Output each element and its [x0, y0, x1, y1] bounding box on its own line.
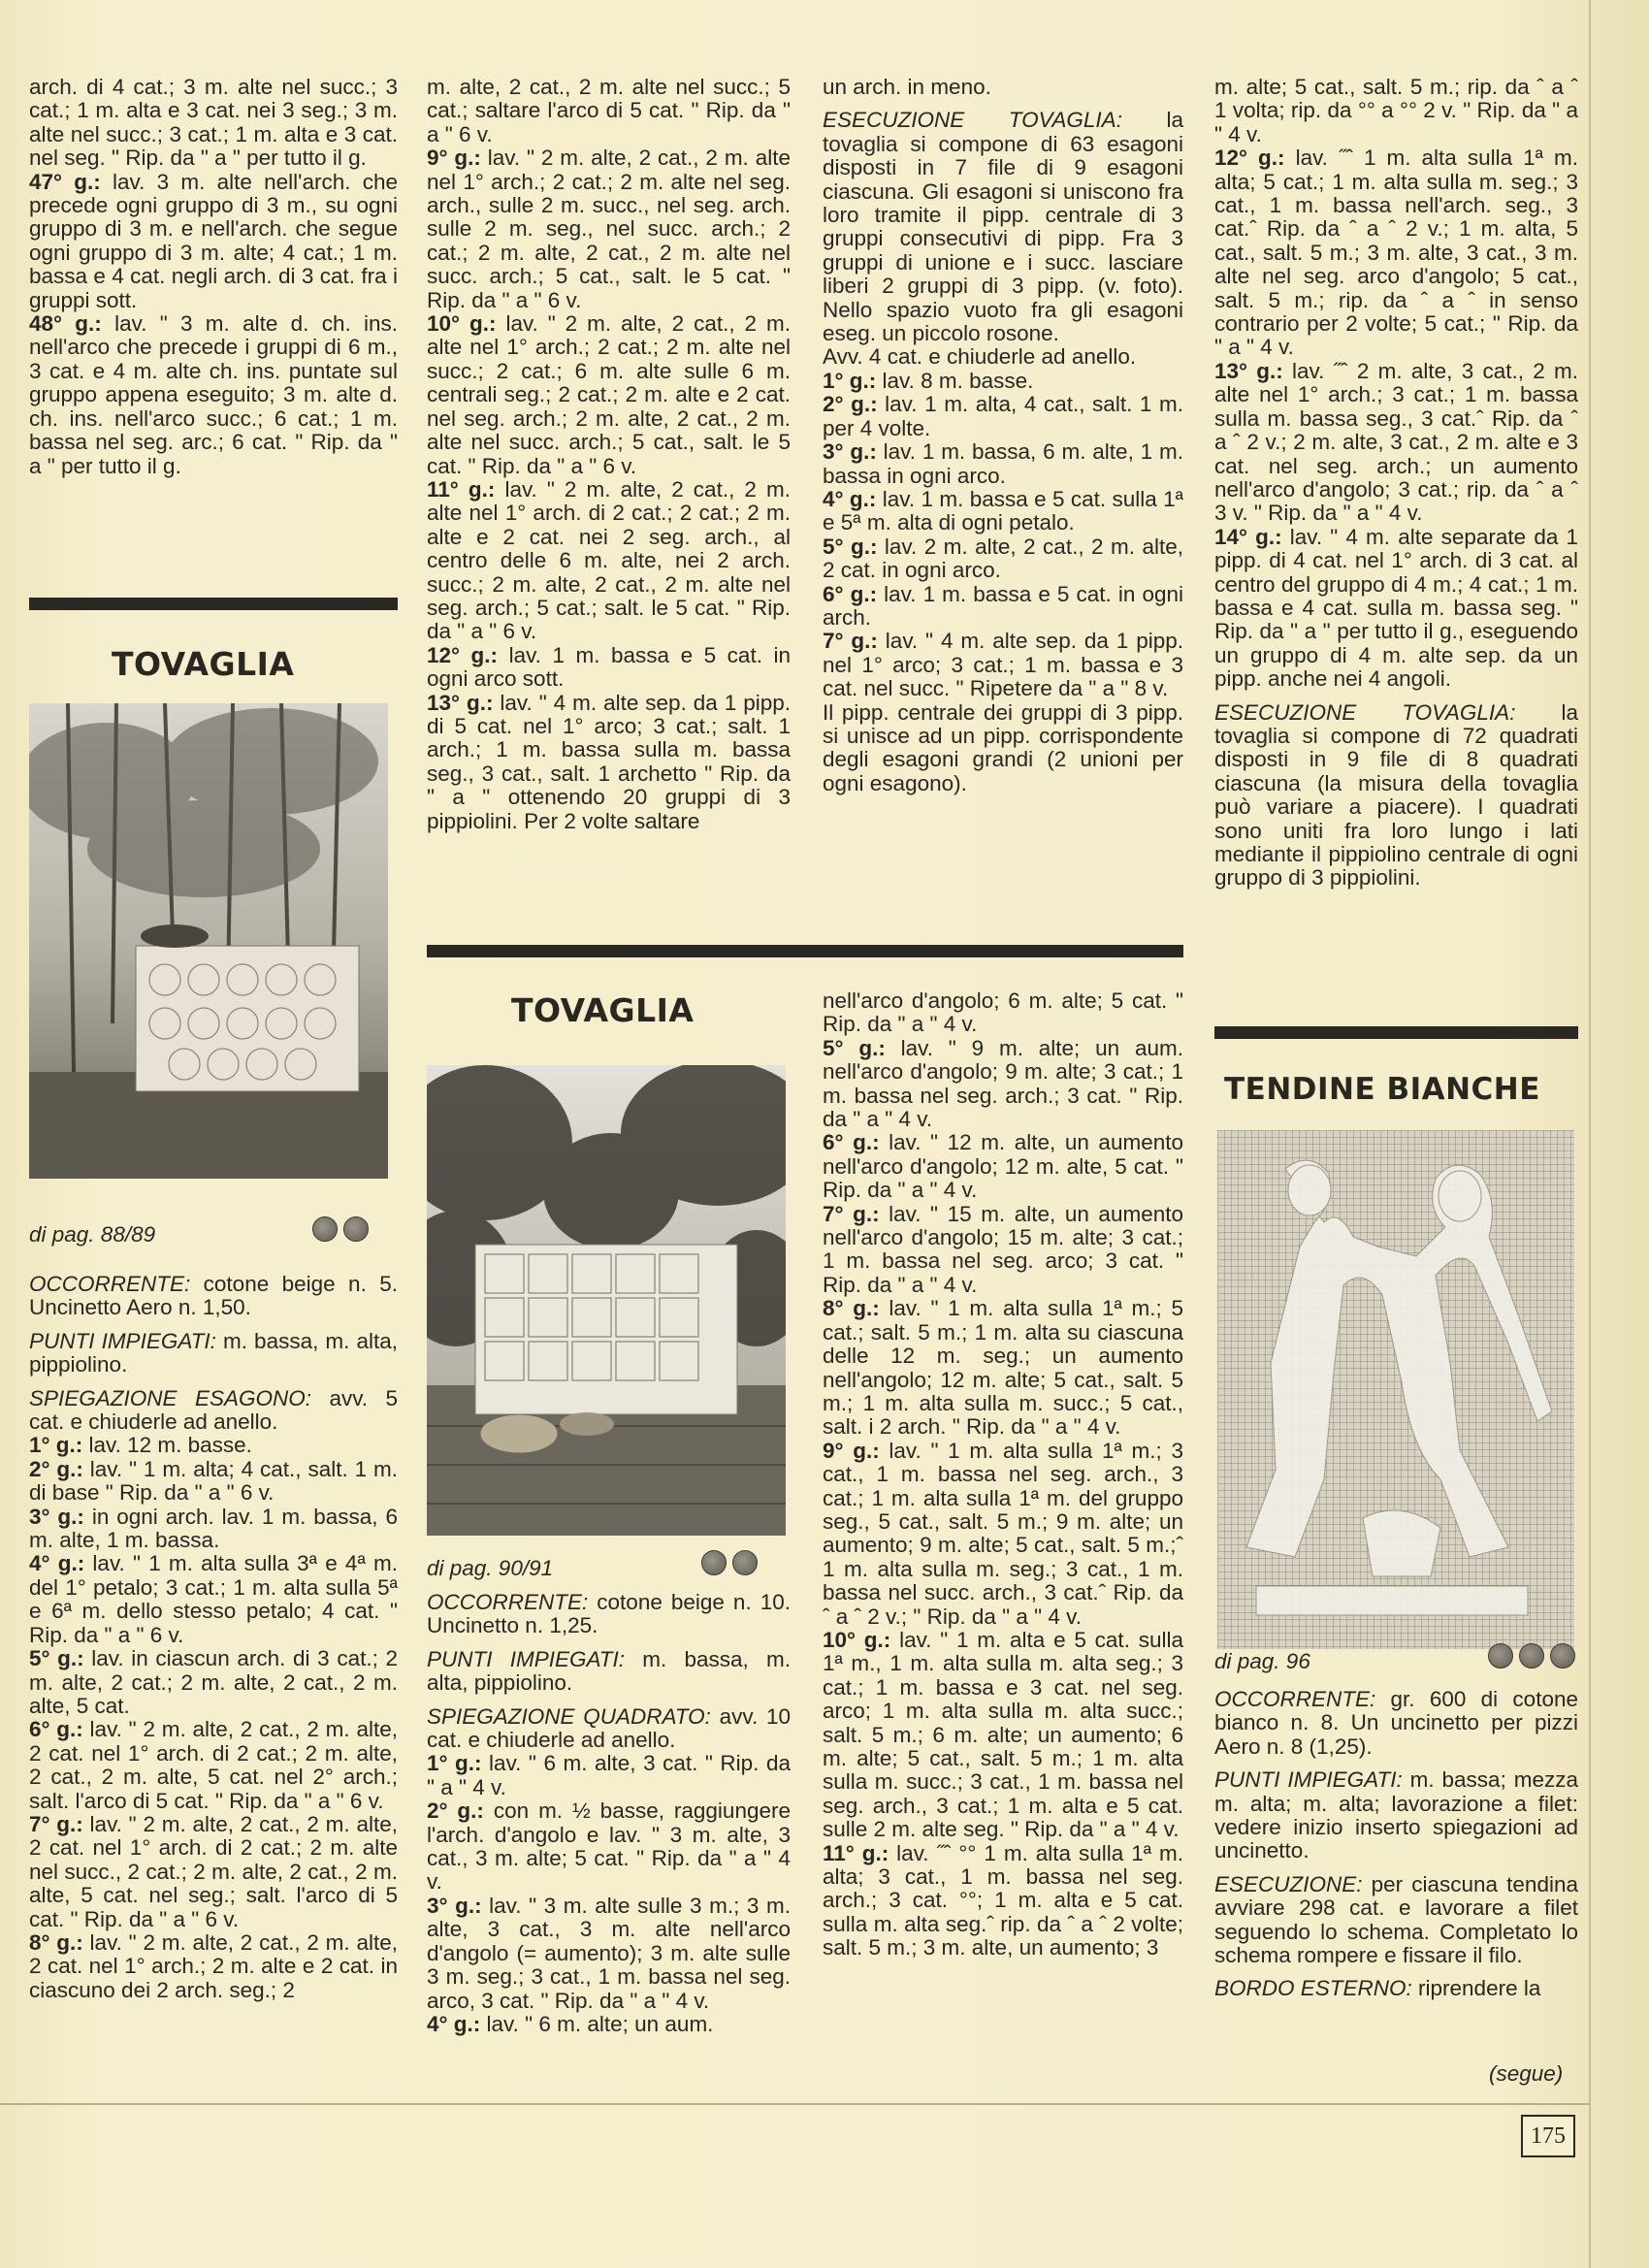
paragraph	[823, 370, 1183, 393]
section-heading: PUNTI IMPIEGATI:	[1214, 1767, 1403, 1793]
column-1-bottom-text	[29, 1263, 398, 2002]
round-label: 7° g.:	[29, 1811, 83, 1836]
paragraph	[29, 1330, 398, 1377]
round-label: 2° g.:	[823, 392, 878, 417]
body-text: lav. 1 m. bassa e 5 cat. in ogni arco sott.	[427, 642, 791, 692]
body-text: Il pipp. centrale dei gruppi di 3 pipp. si unisce ad un pipp. corrispondente degli esagoni grandi (2 unioni per ogni esagono).	[823, 699, 1183, 795]
body-text: lav. ˝ˆ 2 m. alte, 3 cat., 2 m. alte nel 1° arch.; 3 cat.; 1 m. bassa sulla m. bassa seg., 3 cat.ˆ Rip. da ˆ a ˆ 2 v.; 2 m. alte, 3 cat., 2 m. alte e 3 cat. nel seg. arch.; un aumento nell'arco d'angolo; 3 cat.; rip. da ˆ a ˆ 3 v. " Rip. da " a " 4 v.	[1214, 358, 1579, 526]
paragraph	[1214, 1688, 1578, 1759]
page-reference-1: di pag. 88/89	[29, 1222, 156, 1247]
round-label: 3° g.:	[823, 439, 877, 465]
body-text: gr. 600 di cotone bianco n. 8. Un uncinetto per pizzi Aero n. 8 (1,25).	[1214, 1687, 1578, 1759]
round-label: 12° g.:	[1214, 146, 1285, 171]
round-label: 11° g.:	[427, 476, 496, 502]
body-text: m. bassa, m. alta, pippiolino.	[29, 1328, 398, 1377]
round-label: 6° g.:	[823, 581, 878, 606]
body-text: lav. " 4 m. alte sep. da 1 pipp. di 5 cat. nel 1° arco; 3 cat.; salt. 1 arch.; 1 m. bassa sulla m. bassa seg., 3 cat., salt. 1 archetto " Rip. da " a " ottenendo 20 gruppi di 3 pippiolini. Per 2 volte saltare	[427, 690, 792, 833]
curtain-photo	[1217, 1130, 1574, 1649]
round-label: 12° g.:	[427, 642, 499, 667]
paragraph	[1214, 701, 1578, 891]
body-text: lav. 3 m. alte nell'arch. che precede ogni gruppo di 3 m., su ogni gruppo di 3 m. e nell'arch. che segue ogni gruppo di 3 m. alte; 4 cat.; 1 m. bassa e 4 cat. negli arch. di 3 cat. fra i gruppi sott.	[29, 169, 398, 312]
paragraph	[29, 1387, 398, 1435]
paragraph	[29, 76, 398, 171]
round-label: 13° g.:	[427, 690, 494, 715]
paragraph	[1214, 526, 1578, 692]
ball-icon	[701, 1550, 727, 1575]
paragraph	[823, 1629, 1183, 1842]
paragraph	[1214, 146, 1578, 360]
section-heading: BORDO ESTERNO:	[1214, 1976, 1412, 2001]
paragraph	[29, 1813, 398, 1931]
column-4-top-text	[1214, 76, 1578, 891]
body-text: lav. 1 m. alta, 4 cat., salt. 1 m. per 4 volte.	[823, 392, 1183, 440]
tablecloth-photo-1	[29, 703, 388, 1179]
paragraph	[823, 393, 1183, 440]
section-heading: PUNTI IMPIEGATI:	[427, 1646, 626, 1671]
paragraph	[29, 1647, 398, 1718]
body-text: lav. " 9 m. alte; un aum. nell'arco d'angolo; 9 m. alte; 3 cat.; 1 m. bassa nel seg. arch.; 3 cat. " Rip. da " a " 4 v.	[823, 1035, 1183, 1132]
paragraph	[1214, 1977, 1578, 2000]
round-label: 6° g.:	[29, 1717, 83, 1742]
round-label: 11° g.:	[823, 1840, 889, 1865]
ball-icon	[732, 1550, 758, 1575]
paragraph	[29, 312, 398, 478]
section-heading: ESECUZIONE TOVAGLIA:	[1214, 699, 1516, 725]
round-label: 10° g.:	[427, 311, 497, 337]
section-heading: SPIEGAZIONE QUADRATO:	[427, 1703, 711, 1729]
body-text: lav. " 3 m. alte d. ch. ins. nell'arco che precede i gruppi di 6 m., 3 cat. e 4 m. alte ch. ins. puntate sul gruppo appena eseguito; 3 m. alte d. ch. ins. nell'arco succ.; 6 cat.; 1 m. bassa nel seg. arc.; 6 cat. " Rip. da " a " per tutto il g.	[29, 311, 399, 478]
body-text: lav. in ciascun arch. di 3 cat.; 2 m. alte, 2 cat.; 2 m. alte, 2 cat., 2 m. alte, 5 cat.	[29, 1646, 398, 1718]
continued-note: (segue)	[1489, 2061, 1564, 2086]
page-right-rule	[1589, 0, 1591, 2268]
difficulty-symbols-1	[312, 1216, 369, 1242]
body-text: avv. 5 cat. e chiuderle ad anello.	[29, 1385, 398, 1435]
paragraph	[427, 1705, 791, 1753]
paragraph	[427, 692, 791, 833]
body-text: lav. " 2 m. alte, 2 cat., 2 m. alte, 2 cat. nel 1° arch. di 2 cat.; 2 m. alte nel succ., 2 cat.; 2 m. alte, 2 cat., 2 m. alte, 5 cat. nel seg.; salt. l'arco di 5 cat. " Rip. da " a " 6 v.	[29, 1811, 398, 1931]
section-divider	[29, 598, 398, 610]
round-label: 5° g.:	[823, 534, 878, 559]
paragraph	[29, 1273, 398, 1320]
round-label: 7° g.:	[823, 629, 878, 654]
section-heading: OCCORRENTE:	[29, 1272, 191, 1296]
body-text: lav. " 15 m. alte, un aumento nell'arco d'angolo; 15 m. alte; 3 cat.; 1 m. bassa nel seg. arco; 3 cat. " Rip. da " a " 4 v.	[823, 1201, 1183, 1297]
round-label: 4° g.:	[427, 2011, 481, 2036]
round-label: 2° g.:	[427, 1798, 484, 1824]
paragraph	[427, 478, 791, 644]
paragraph	[823, 1842, 1183, 1960]
paragraph	[823, 1037, 1183, 1132]
body-text: lav. 1 m. bassa e 5 cat. in ogni arch.	[823, 581, 1183, 630]
section-heading: PUNTI IMPIEGATI:	[29, 1328, 216, 1353]
ball-icon	[1519, 1643, 1544, 1669]
body-text: lav. " 6 m. alte, 3 cat. " Rip. da " a " 4 v.	[427, 1751, 791, 1799]
paragraph	[823, 535, 1183, 583]
tablecloth-photo-2-image	[427, 1065, 786, 1536]
paragraph	[823, 1131, 1183, 1202]
section-heading: OCCORRENTE:	[1214, 1687, 1376, 1711]
paragraph	[823, 76, 1183, 99]
body-text: lav. " 1 m. alta sulla 1ª m.; 3 cat., 1 m. bassa nel seg. arch., 3 cat.; 1 m. alta sulla 1ª m. del gruppo seg., 5 cat., salt. 5 m.; 9 m. alte; un aumento; 9 m. alte; 5 cat., salt. 5 m.;ˆ 1 m. alta sulla m. seg.; 3 cat., 1 m. bassa nel succ. arch., 3 cat.ˆ Rip. da ˆ a ˆ 2 v.; " Rip. da " a " 4 v.	[823, 1438, 1183, 1629]
ball-icon	[1488, 1643, 1513, 1669]
paragraph	[427, 1752, 791, 1799]
paragraph	[29, 1931, 398, 2002]
round-label: 1° g.:	[29, 1433, 83, 1458]
paragraph	[427, 1895, 791, 2013]
paragraph	[823, 109, 1183, 345]
paragraph	[823, 583, 1183, 631]
paragraph	[823, 440, 1183, 488]
paragraph	[427, 146, 791, 312]
body-text: lav. 2 m. alte, 2 cat., 2 m. alte, 2 cat. in ogni arco.	[823, 534, 1183, 583]
section-heading: OCCORRENTE:	[427, 1590, 589, 1614]
body-text: lav. " 2 m. alte, 2 cat., 2 m. alte nel 1° arch.; 2 cat.; 2 m. alte nel succ.; 2 cat.; 6 m. alte sulle 6 m. centrali seg.; 2 cat.; 2 m. alte e 2 cat. nel seg. arch.; 2 m. alte, 2 cat., 2 m. alte nel succ. arch.; 5 cat., salt. le 5 cat. " Rip. da " a " 6 v.	[427, 311, 792, 478]
body-text: lav. 12 m. basse.	[82, 1433, 252, 1458]
round-label: 10° g.:	[823, 1627, 891, 1652]
body-text: in ogni arch. lav. 1 m. bassa, 6 m. alte, 1 m. bassa.	[29, 1504, 398, 1553]
section-title-tendine-bianche: TENDINE BIANCHE	[1224, 1072, 1540, 1107]
paragraph	[823, 345, 1183, 369]
section-heading: SPIEGAZIONE ESAGONO:	[29, 1385, 311, 1410]
body-text: lav. ˝ˆ 1 m. alta sulla 1ª m. alta; 5 cat.; 1 m. alta sulla m. seg.; 3 cat., 1 m. bassa nell'arch. seg., 3 cat.ˆ Rip. da ˆ a ˆ 2 v.; 1 m. alta, 5 cat., salt. 5 m.; 3 m. alte, 3 cat., 3 m. alte nel seg. arco d'angolo; 5 cat., salt. 5 m.; rip. da ˆ a ˆ in senso contrario per 2 volte; 5 cat.; " Rip. da " a " 4 v.	[1214, 146, 1579, 360]
body-text: nell'arco d'angolo; 6 m. alte; 5 cat. " Rip. da " a " 4 v.	[823, 988, 1183, 1037]
body-text: lav. " 6 m. alte; un aum.	[480, 2011, 714, 2036]
column-1-top-text	[29, 76, 398, 478]
paragraph	[427, 1799, 791, 1895]
section-heading: ESECUZIONE:	[1214, 1871, 1363, 1896]
paragraph	[427, 644, 791, 692]
body-text: lav. " 1 m. alta sulla 1ª m.; 5 cat.; salt. 5 m.; 1 m. alta su ciascuna delle 12 m. seg.; un aumento nell'angolo; 12 m. alte; 5 cat., salt. 5 m.; 1 m. alta sulla m. succ.; 5 cat., salt. i 2 arch. " Rip. da " a " 4 v.	[823, 1296, 1183, 1440]
ball-icon	[1550, 1643, 1575, 1669]
body-text: riprendere la	[1411, 1976, 1541, 2001]
round-label: 7° g.:	[823, 1201, 880, 1226]
body-text: lav. " 2 m. alte, 2 cat., 2 m. alte, 2 cat. nel 1° arch. di 2 cat.; 2 m. alte, 2 cat., 2 m. alte, 5 cat. nel 2° arch.; salt. l'arco di 5 cat. " Rip. da " a " 6 v.	[29, 1717, 398, 1813]
paragraph	[427, 76, 791, 146]
round-label: 8° g.:	[823, 1296, 880, 1321]
paragraph	[1214, 1873, 1578, 1968]
round-label: 5° g.:	[823, 1035, 886, 1060]
paragraph	[29, 1718, 398, 1813]
paragraph	[823, 1440, 1183, 1629]
round-label: 48° g.:	[29, 311, 102, 337]
body-text: lav. 1 m. bassa e 5 cat. sulla 1ª e 5ª m. alta di ogni petalo.	[823, 486, 1183, 535]
round-label: 4° g.:	[29, 1551, 85, 1576]
round-label: 14° g.:	[1214, 524, 1282, 549]
body-text: cotone beige n. 10. Uncinetto n. 1,25.	[427, 1590, 791, 1638]
column-4-bottom-text	[1214, 1688, 1578, 2001]
round-label: 47° g.:	[29, 169, 101, 194]
round-label: 3° g.:	[427, 1893, 482, 1918]
body-text: lav. ˝ˆ °° 1 m. alta sulla 1ª m. alta; 3 cat., 1 m. bassa nel seg. arch.; 3 cat. °°; 1 m. alta e 5 cat. sulla m. alta seg.ˆ rip. da ˆ a ˆ 2 volte; salt. 5 m.; 3 m. alte, un aumento; 3	[823, 1840, 1183, 1960]
body-text: la tovaglia si compone di 63 esagoni disposti in 7 file di 9 esagoni ciascuna. Gli esagoni si uniscono fra loro tramite il pipp. centrale di 3 gruppi consecutivi di pipp. Fra 3 gruppi di unione e i succ. lasciare liberi 2 gruppi di 3 pipp. (v. foto). Nello spazio vuoto fra gli esagoni eseg. un piccolo rosone.	[823, 108, 1183, 346]
body-text: lav. " 4 m. alte sep. da 1 pipp. nel 1° arco; 3 cat.; 1 m. bassa e 3 cat. nel succ. " Ripetere da " a " 8 v.	[823, 629, 1183, 701]
page-reference-2: di pag. 90/91	[427, 1556, 554, 1580]
body-text: m. bassa; mezza m. alta; m. alta; lavorazione a filet: vedere inizio inserto spiegazioni ad uncinetto.	[1214, 1767, 1578, 1863]
paragraph	[427, 312, 791, 478]
paragraph	[427, 2013, 791, 2036]
paragraph	[1214, 76, 1578, 146]
body-text: m. alte; 5 cat., salt. 5 m.; rip. da ˆ a ˆ 1 volta; rip. da °° a °° 2 v. " Rip. da " a " 4 v.	[1214, 75, 1578, 146]
section-divider	[1214, 1026, 1578, 1039]
body-text: lav. " 1 m. alta; 4 cat., salt. 1 m. di base " Rip. da " a " 6 v.	[29, 1456, 398, 1506]
body-text: m. bassa, m. alta, pippiolino.	[427, 1646, 791, 1696]
paragraph	[29, 1552, 398, 1647]
round-label: 9° g.:	[823, 1438, 880, 1463]
body-text: avv. 10 cat. e chiuderle ad anello.	[427, 1703, 791, 1753]
column-3-top-text	[823, 76, 1183, 795]
round-label: 1° g.:	[427, 1751, 482, 1776]
round-label: 13° g.:	[1214, 358, 1283, 383]
body-text: lav. " 2 m. alte, 2 cat., 2 m. alte nel 1° arch. di 2 cat.; 2 cat.; 2 m. alte e 2 cat. nei 2 seg. arch., al centro delle 6 m. alte, nei 2 arch. succ.; 2 m. alte, 2 cat., 2 m. alte nel seg. arch.; 5 cat.; salt. le 5 cat. " Rip. da " a " 6 v.	[427, 476, 791, 644]
column-2-bottom-text	[427, 1591, 791, 2036]
paragraph	[823, 1203, 1183, 1298]
body-text: lav. " 1 m. alta e 5 cat. sulla 1ª m., 1 m. alta sulla m. alta seg.; 3 cat.; 1 m. bassa e 3 cat. nel seg. arco; 1 m. alta sulla m. alta succ.; salt. 5 m.; 6 m. alte; un aumento; 6 m. alte; 5 cat., salt. 5 m.; 1 m. alta sulla m. succ.; 3 cat., 1 m. bassa nel seg. arch., 3 cat.; 1 m. alta e 5 cat. sulle 2 m. alte seg. " Rip. da " a " 4 v.	[823, 1627, 1183, 1842]
difficulty-symbols-3	[1488, 1643, 1575, 1669]
round-label: 9° g.:	[427, 146, 481, 171]
paragraph	[823, 701, 1183, 796]
paragraph	[823, 989, 1183, 1037]
section-heading: ESECUZIONE TOVAGLIA:	[823, 108, 1122, 133]
column-2-top-text	[427, 76, 791, 833]
body-text: cotone beige n. 5. Uncinetto Aero n. 1,50.	[29, 1272, 398, 1320]
body-text: m. alte, 2 cat., 2 m. alte nel succ.; 5 cat.; saltare l'arco di 5 cat. " Rip. da " a " 6 v.	[427, 75, 791, 146]
paragraph	[427, 1591, 791, 1638]
paragraph	[823, 630, 1183, 700]
ball-icon	[312, 1216, 338, 1242]
paragraph	[29, 1434, 398, 1457]
body-text: per ciascuna tendina avviare 298 cat. e lavorare a filet seguendo lo schema. Completato lo schema rompere e fissare il filo.	[1214, 1871, 1578, 1968]
round-label: 8° g.:	[29, 1929, 83, 1955]
round-label: 6° g.:	[823, 1130, 880, 1155]
section-title-tovaglia-1: TOVAGLIA	[112, 645, 295, 683]
body-text: lav. " 2 m. alte, 2 cat., 2 m. alte nel 1° arch.; 2 cat.; 2 m. alte nel seg. arch., sulle 2 m. succ., nel seg. arch. sulle 2 m. seg., nel succ. arch.; 2 cat.; 2 m. alte, 2 cat., 2 m. alte nel succ. arch.; 5 cat., salt. le 5 cat. " Rip. da " a " 6 v.	[427, 146, 791, 312]
round-label: 2° g.:	[29, 1456, 83, 1481]
paragraph	[1214, 1768, 1578, 1863]
body-text: Avv. 4 cat. e chiuderle ad anello.	[823, 344, 1137, 370]
round-label: 4° g.:	[823, 486, 877, 511]
round-label: 3° g.:	[29, 1504, 84, 1529]
body-text: lav. " 2 m. alte, 2 cat., 2 m. alte, 2 cat. nel 1° arch.; 2 m. alte e 2 cat. in ciascuno dei 2 arch. seg.; 2	[29, 1929, 398, 2002]
paragraph	[29, 1506, 398, 1553]
round-label: 5° g.:	[29, 1646, 84, 1671]
paragraph	[1214, 360, 1578, 526]
body-text: un arch. in meno.	[823, 75, 991, 99]
tablecloth-photo-2	[427, 1065, 786, 1536]
paragraph	[823, 1297, 1183, 1439]
body-text: lav. 8 m. basse.	[876, 368, 1034, 393]
paragraph	[823, 488, 1183, 535]
table-with-lace-cloth	[136, 924, 359, 1091]
section-title-tovaglia-2: TOVAGLIA	[511, 991, 695, 1029]
body-text: arch. di 4 cat.; 3 m. alte nel succ.; 3 cat.; 1 m. alta e 3 cat. nei 3 seg.; 3 m. alte nel succ.; 3 cat.; 1 m. alta e 3 cat. nel seg. " Rip. da " a " per tutto il g.	[29, 75, 398, 171]
body-text: lav. " 1 m. alta sulla 3ª e 4ª m. del 1° petalo; 3 cat.; 1 m. alta sulla 5ª e 6ª m. dello stesso petalo; 4 cat. " Rip. da " a " 6 v.	[29, 1551, 398, 1647]
column-3-bottom-text	[823, 989, 1183, 1960]
round-label: 1° g.:	[823, 368, 877, 393]
page-bottom-rule	[0, 2103, 1591, 2105]
tablecloth-photo-1-image	[29, 703, 388, 1179]
body-text: lav. 1 m. bassa, 6 m. alte, 1 m. bassa in ogni arco.	[823, 439, 1183, 488]
filet-curtain-image	[1217, 1130, 1574, 1649]
body-text: con m. ½ basse, raggiungere l'arch. d'angolo e lav. " 3 m. alte, 3 cat., 3 m. alte; 5 cat. " Rip. da " a " 4 v.	[427, 1798, 791, 1895]
section-divider	[427, 945, 1183, 957]
ball-icon	[343, 1216, 369, 1242]
page-reference-3: di pag. 96	[1214, 1649, 1310, 1673]
page-number: 175	[1521, 2115, 1575, 2157]
body-text: lav. " 12 m. alte, un aumento nell'arco d'angolo; 12 m. alte, 5 cat. " Rip. da " a " 4 v.	[823, 1130, 1183, 1203]
paragraph	[29, 1458, 398, 1506]
paragraph	[427, 1648, 791, 1696]
body-text: lav. " 4 m. alte separate da 1 pipp. di 4 cat. nel 1° arch. di 3 cat. al centro del gruppo di 4 m.; 4 cat.; 1 m. bassa e 4 cat. sulla m. bassa seg. " Rip. da " a " per tutto il g., eseguendo un gruppo di 4 m. alte sep. da un pipp. anche nei 4 angoli.	[1214, 524, 1578, 692]
body-text: lav. " 3 m. alte sulle 3 m.; 3 m. alte, 3 cat., 3 m. alte nell'arco d'angolo (= aumento); 3 m. alte sulle 3 m. seg.; 3 cat., 1 m. bassa nel seg. arco, 3 cat. " Rip. da " a " 4 v.	[427, 1893, 791, 2013]
difficulty-symbols-2	[701, 1550, 758, 1575]
body-text: la tovaglia si compone di 72 quadrati disposti in 9 file di 8 quadrati ciascuna (la misura della tovaglia può variare a piacere). I quadrati sono uniti fra loro lungo i lati mediante il pippiolino centrale di ogni gruppo di 3 pippiolini.	[1214, 699, 1578, 891]
paragraph	[29, 171, 398, 312]
